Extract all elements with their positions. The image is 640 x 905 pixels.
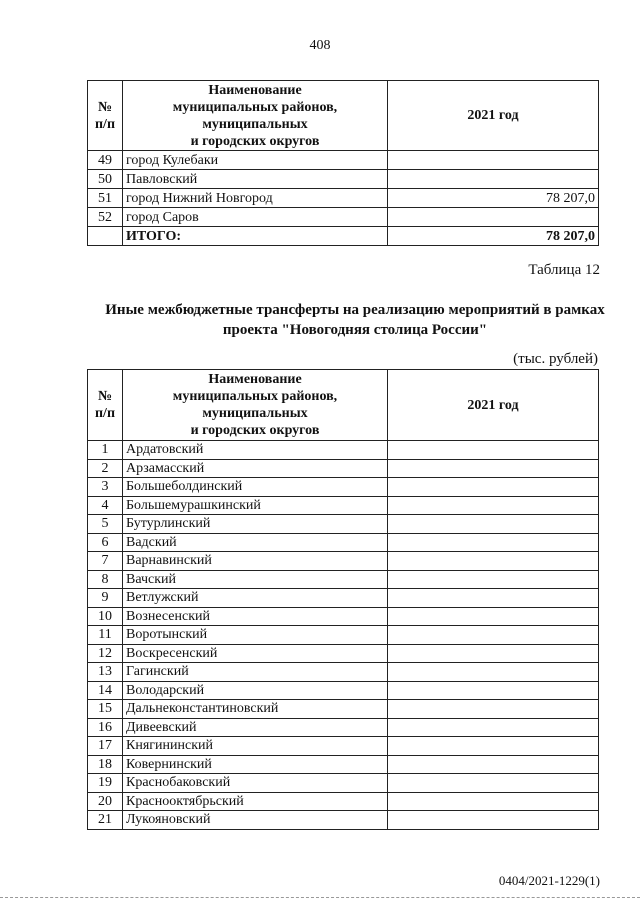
row-number: 4 bbox=[88, 496, 123, 515]
row-value bbox=[388, 718, 599, 737]
row-name: Володарский bbox=[123, 681, 388, 700]
row-name: Воротынский bbox=[123, 626, 388, 645]
row-name: Павловский bbox=[123, 170, 388, 189]
row-value bbox=[388, 589, 599, 608]
row-name: Вачский bbox=[123, 570, 388, 589]
row-value: 78 207,0 bbox=[388, 189, 599, 208]
row-name: Дивеевский bbox=[123, 718, 388, 737]
table-row bbox=[88, 737, 599, 756]
table-caption: Таблица 12 bbox=[528, 262, 600, 278]
row-name: Краснобаковский bbox=[123, 774, 388, 793]
row-number: 3 bbox=[88, 478, 123, 497]
row-number: 5 bbox=[88, 515, 123, 534]
table-row bbox=[88, 496, 599, 515]
row-value bbox=[388, 663, 599, 682]
row-name: Ардатовский bbox=[123, 441, 388, 460]
row-name: город Саров bbox=[123, 208, 388, 227]
row-value bbox=[388, 755, 599, 774]
row-value bbox=[388, 515, 599, 534]
table-row bbox=[88, 700, 599, 719]
row-value bbox=[388, 811, 599, 830]
table-row bbox=[88, 607, 599, 626]
table-row bbox=[88, 718, 599, 737]
table-row bbox=[88, 774, 599, 793]
row-value bbox=[388, 441, 599, 460]
total-label: ИТОГО: bbox=[123, 227, 388, 246]
table-row bbox=[88, 552, 599, 571]
row-number: 49 bbox=[88, 151, 123, 170]
row-name: Вадский bbox=[123, 533, 388, 552]
row-number: 17 bbox=[88, 737, 123, 756]
row-name: Гагинский bbox=[123, 663, 388, 682]
row-name: Большеболдинский bbox=[123, 478, 388, 497]
row-number: 7 bbox=[88, 552, 123, 571]
table-row bbox=[88, 644, 599, 663]
table-header-row bbox=[88, 81, 599, 151]
table-header-row bbox=[88, 370, 599, 441]
row-value bbox=[388, 792, 599, 811]
row-number: 13 bbox=[88, 663, 123, 682]
row-value bbox=[388, 644, 599, 663]
bottom-rule bbox=[0, 897, 640, 898]
row-value bbox=[388, 478, 599, 497]
row-name: Варнавинский bbox=[123, 552, 388, 571]
row-number: 14 bbox=[88, 681, 123, 700]
table-row bbox=[88, 151, 599, 170]
row-number: 2 bbox=[88, 459, 123, 478]
row-number: 21 bbox=[88, 811, 123, 830]
header-number: № п/п bbox=[88, 81, 123, 151]
row-number: 52 bbox=[88, 208, 123, 227]
row-number: 19 bbox=[88, 774, 123, 793]
row-value bbox=[388, 681, 599, 700]
row-name: Княгининский bbox=[123, 737, 388, 756]
total-row bbox=[88, 227, 599, 246]
row-number: 9 bbox=[88, 589, 123, 608]
document-code: 0404/2021-1229(1) bbox=[498, 873, 600, 888]
row-name: Лукояновский bbox=[123, 811, 388, 830]
row-value bbox=[388, 700, 599, 719]
row-number: 6 bbox=[88, 533, 123, 552]
table-row bbox=[88, 681, 599, 700]
section-title: Иные межбюджетные трансферты на реализацию мероприятий в рамках проекта "Новогодняя столица России" bbox=[105, 302, 605, 338]
row-number: 12 bbox=[88, 644, 123, 663]
table-row bbox=[88, 626, 599, 645]
transfers-table-continued bbox=[87, 80, 599, 246]
table-row bbox=[88, 570, 599, 589]
table-row bbox=[88, 589, 599, 608]
transfers-table-12 bbox=[87, 369, 599, 830]
row-name: город Нижний Новгород bbox=[123, 189, 388, 208]
table-row bbox=[88, 170, 599, 189]
table-row bbox=[88, 208, 599, 227]
table-row bbox=[88, 459, 599, 478]
row-value bbox=[388, 626, 599, 645]
row-number: 16 bbox=[88, 718, 123, 737]
row-name: Вознесенский bbox=[123, 607, 388, 626]
table-row bbox=[88, 478, 599, 497]
header-name: Наименование муниципальных районов, муниципальных и городских округов bbox=[123, 370, 388, 441]
row-value bbox=[388, 151, 599, 170]
table-row bbox=[88, 441, 599, 460]
table-row bbox=[88, 811, 599, 830]
row-value bbox=[388, 496, 599, 515]
table-row bbox=[88, 515, 599, 534]
header-year: 2021 год bbox=[388, 81, 599, 151]
row-number: 10 bbox=[88, 607, 123, 626]
row-name: Арзамасский bbox=[123, 459, 388, 478]
header-year: 2021 год bbox=[388, 370, 599, 441]
row-name: Большемурашкинский bbox=[123, 496, 388, 515]
row-value bbox=[388, 737, 599, 756]
table-row bbox=[88, 663, 599, 682]
row-value bbox=[388, 533, 599, 552]
row-name: Воскресенский bbox=[123, 644, 388, 663]
row-name: Дальнеконстантиновский bbox=[123, 700, 388, 719]
row-name: город Кулебаки bbox=[123, 151, 388, 170]
total-value: 78 207,0 bbox=[388, 227, 599, 246]
row-value bbox=[388, 570, 599, 589]
row-number: 15 bbox=[88, 700, 123, 719]
header-number: № п/п bbox=[88, 370, 123, 441]
table-row bbox=[88, 792, 599, 811]
row-name: Бутурлинский bbox=[123, 515, 388, 534]
units-label: (тыс. рублей) bbox=[513, 351, 598, 367]
row-value bbox=[388, 459, 599, 478]
row-name: Ветлужский bbox=[123, 589, 388, 608]
row-value bbox=[388, 774, 599, 793]
row-number: 18 bbox=[88, 755, 123, 774]
row-number: 11 bbox=[88, 626, 123, 645]
row-number: 20 bbox=[88, 792, 123, 811]
row-value bbox=[388, 607, 599, 626]
row-value bbox=[388, 208, 599, 227]
row-number: 50 bbox=[88, 170, 123, 189]
row-name: Краснооктябрьский bbox=[123, 792, 388, 811]
header-name: Наименование муниципальных районов, муниципальных и городских округов bbox=[123, 81, 388, 151]
row-number: 1 bbox=[88, 441, 123, 460]
page-number: 408 bbox=[309, 38, 331, 53]
row-value bbox=[388, 552, 599, 571]
row-number: 8 bbox=[88, 570, 123, 589]
row-name: Ковернинский bbox=[123, 755, 388, 774]
table-row bbox=[88, 533, 599, 552]
table-row bbox=[88, 755, 599, 774]
row-value bbox=[388, 170, 599, 189]
table-row bbox=[88, 189, 599, 208]
row-number: 51 bbox=[88, 189, 123, 208]
total-number bbox=[88, 227, 123, 246]
